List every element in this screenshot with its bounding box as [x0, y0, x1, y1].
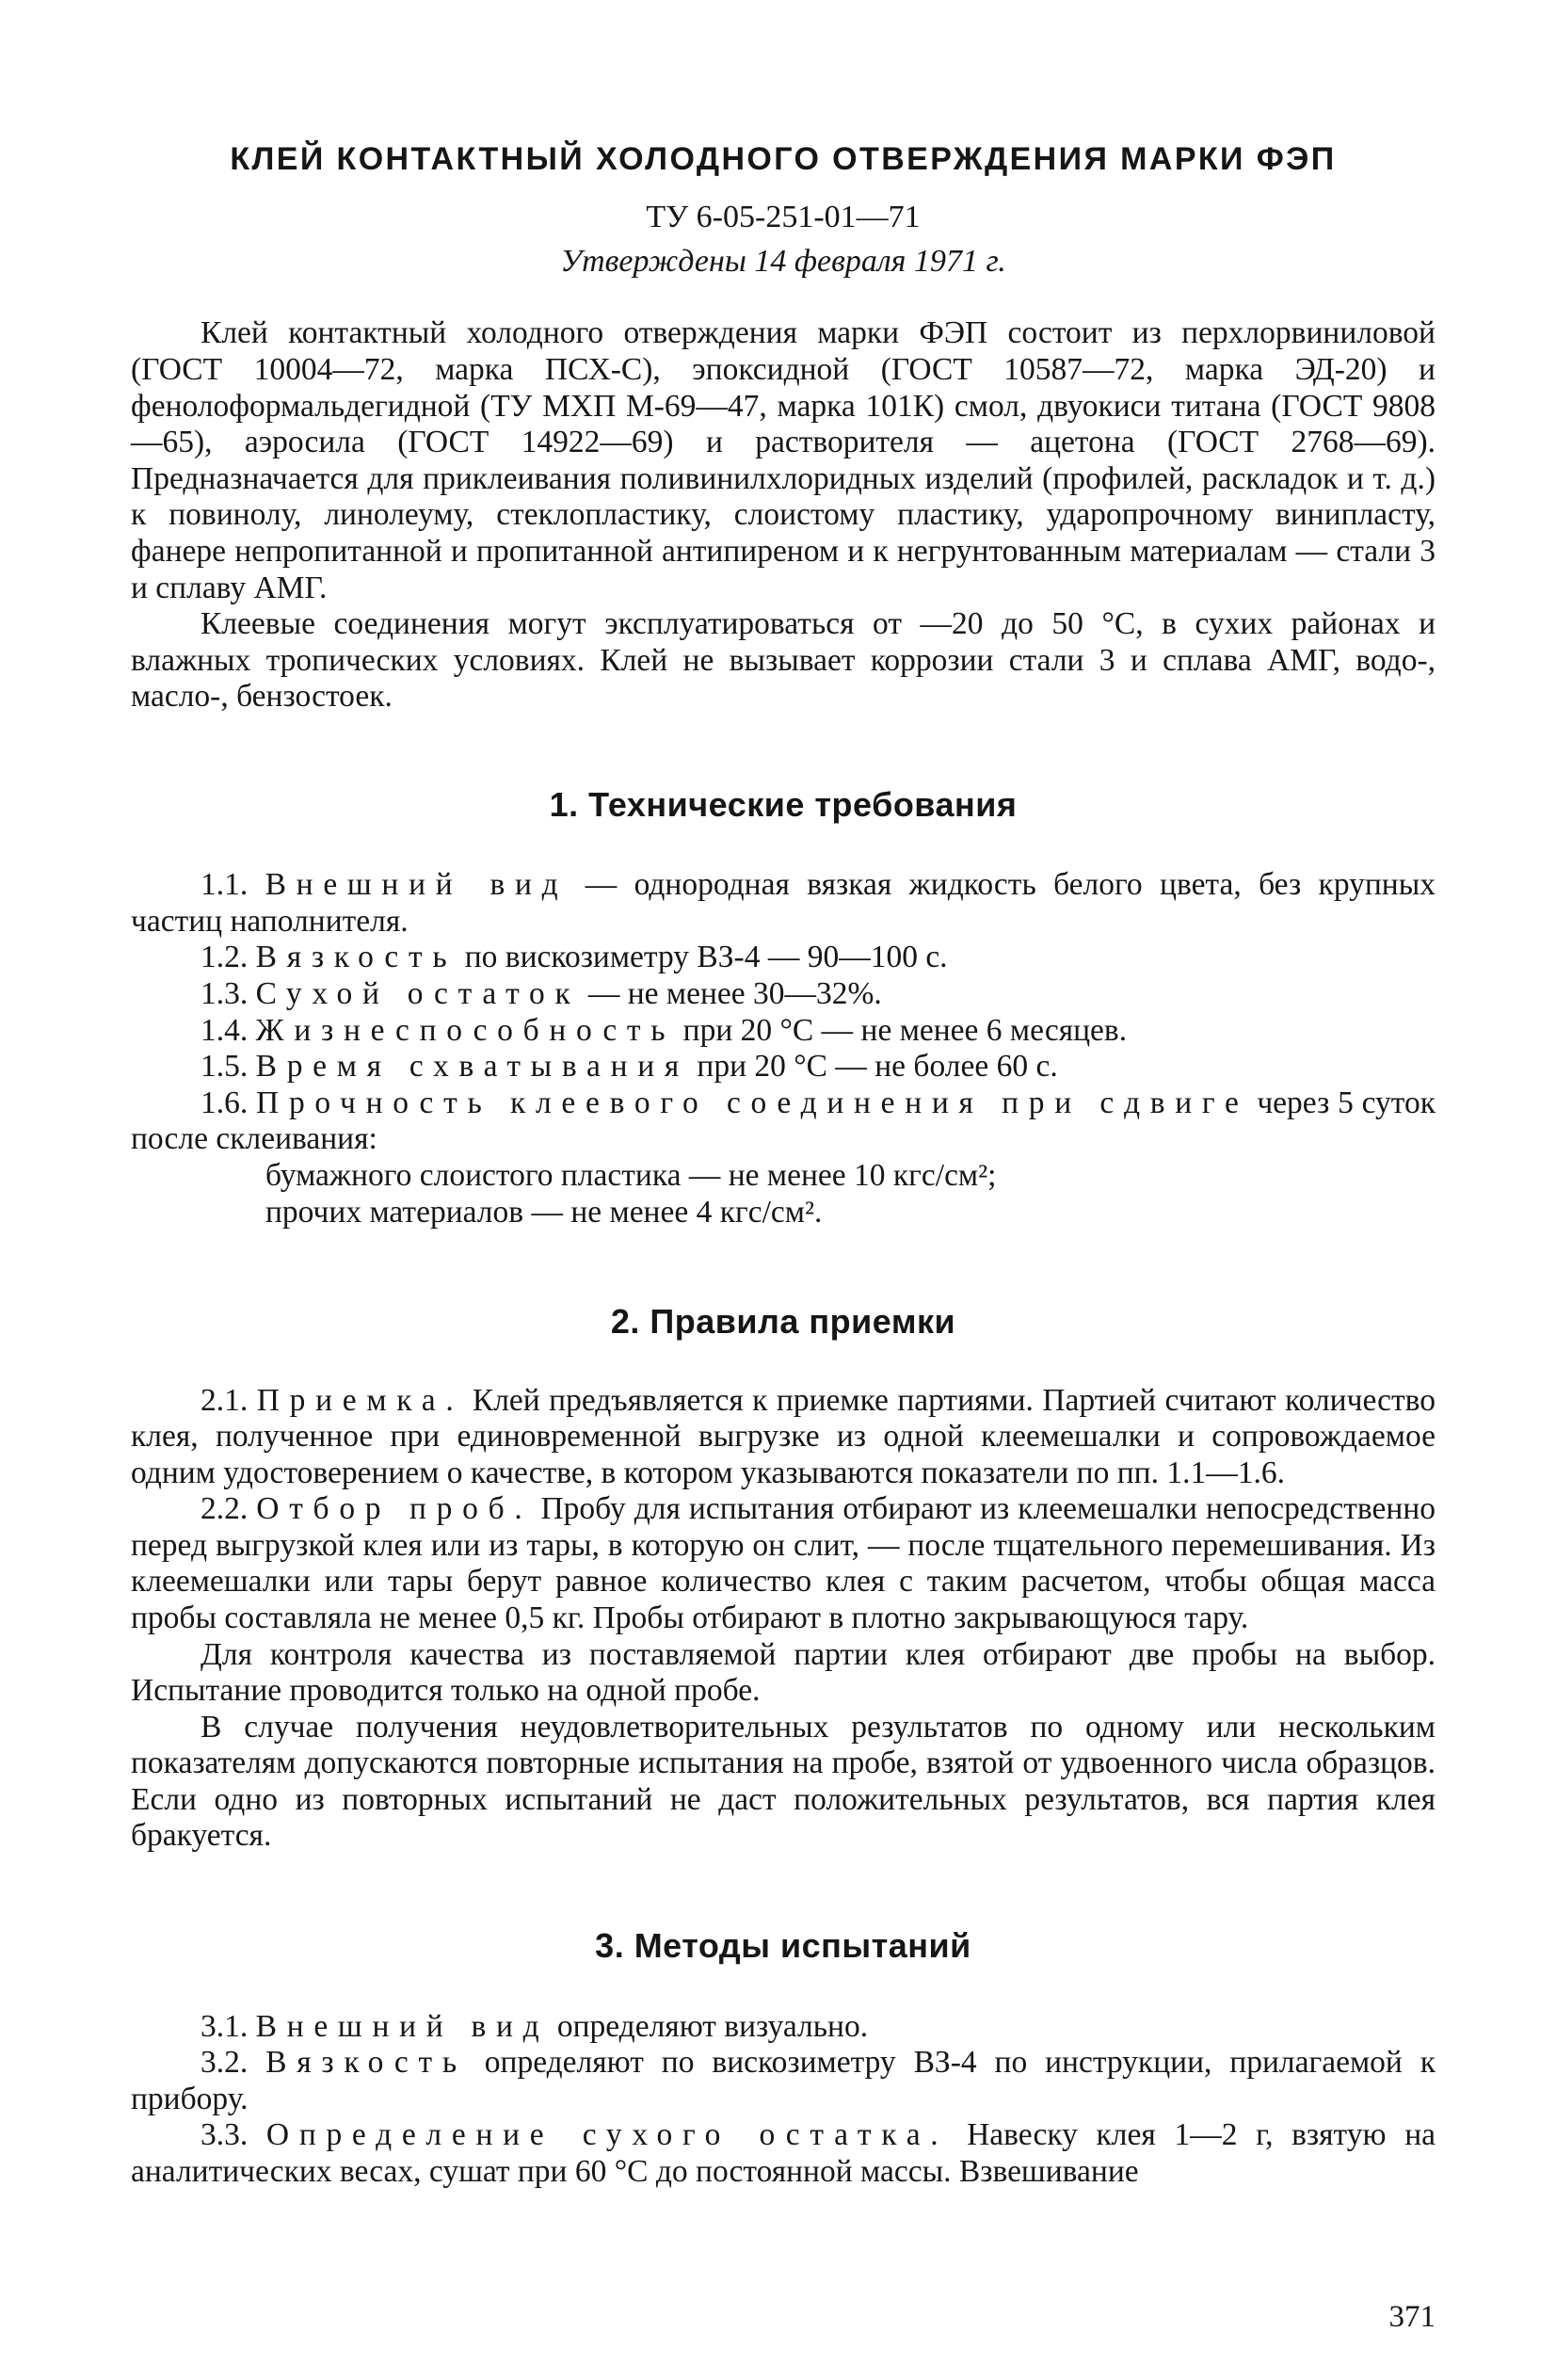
clause-number: 3.1. [201, 2008, 249, 2044]
clause-term: Сухой остаток [255, 976, 581, 1012]
clause-term: Определение сухого остатка. [265, 2117, 949, 2153]
clause-term: Вязкость [265, 2045, 467, 2081]
clause-term: Жизнеспособность [255, 1012, 676, 1048]
acceptance-paragraph: В случае получения неудовлетворительных результатов по одному или нескольким показателям допускаются повторные испытания на пробе, взятой от удвоенного числа образцов. Если одно из повторных испытаний не даст положительных результатов, вся партия клея бракуется. [131, 1709, 1436, 1854]
clause-1-2 [131, 940, 1436, 976]
document-code: ТУ 6-05-251-01—71 [646, 200, 921, 235]
clause-text: определяют по вискозиметру ВЗ-4 по инструкции, прилагаемой к прибору. [131, 2045, 1436, 2116]
clause-number: 1.5. [201, 1049, 249, 1085]
strength-sub-item: бумажного слоистого пластика — не менее 10 кгс/см²; [265, 1157, 997, 1193]
clause-number: 1.2. [201, 940, 249, 975]
clause-number: 1.1. [201, 867, 249, 903]
document-page [131, 141, 1436, 2335]
page-number: 371 [1388, 2299, 1436, 2334]
clause-text: при 20 °С — не более 60 с. [689, 1049, 1058, 1085]
clause-number: 2.1. [201, 1382, 249, 1418]
clause-term: Отбор проб. [256, 1491, 533, 1527]
intro-paragraph: Клеевые соединения могут эксплуатироваться от —20 до 50 °С, в сухих районах и влажных тропических условиях. Клей не вызывает коррозии стали 3 и сплава АМГ, водо-, масло-, бензостоек. [131, 606, 1436, 715]
clause-1-1 [131, 867, 1436, 940]
clause-number: 2.2. [201, 1491, 249, 1527]
clause-text: — однородная вязкая жидкость белого цвета, без крупных частиц наполнителя. [131, 867, 1436, 939]
clause-3-3 [131, 2117, 1436, 2190]
acceptance-paragraph: Для контроля качества из поставляемой партии клея отбирают две пробы на выбор. Испытание проводится только на одной пробе. [131, 1636, 1436, 1709]
clause-text: Навеску клея 1—2 г, взятую на аналитических весах, сушат при 60 °С до постоянной массы. Взвешивание [131, 2117, 1436, 2189]
clause-term: Время схватывания [255, 1049, 690, 1085]
section-heading-acceptance-rules: 2. Правила приемки [610, 1302, 956, 1342]
clause-1-5 [131, 1049, 1436, 1085]
intro-paragraph: Клей контактный холодного отверждения марки ФЭП состоит из перхлорвиниловой (ГОСТ 10004—72, марка ПСХ-С), эпоксидной (ГОСТ 10587—72, марка ЭД-20) и фенолоформальдегидной (ТУ МХП М-69—47, марка 101К) смол, двуокиси титана (ГОСТ 9808—65), аэросила (ГОСТ 14922—69) и растворителя — ацетона (ГОСТ 2768—69). Предназначается для приклеивания поливинилхлоридных изделий (профилей, раскладок и т. д.) к повинолу, линолеуму, стеклопластику, слоистому пластику, ударопрочному винипласту, фанере непропитанной и пропитанной антипиреном и к негрунтованным материалам — стали 3 и сплаву АМГ. [131, 315, 1436, 605]
clause-number: 3.2. [201, 2045, 249, 2081]
clause-1-3 [131, 976, 1436, 1013]
section-heading-technical-requirements: 1. Технические требования [549, 784, 1018, 824]
clause-term: Прочность клеевого соединения при сдвиге [256, 1085, 1249, 1120]
clause-text: — не менее 30—32%. [580, 976, 882, 1012]
clause-text: через 5 суток после склеивания: [131, 1085, 1436, 1157]
approval-date: Утверждены 14 февраля 1971 г. [560, 244, 1006, 280]
clause-number: 1.4. [201, 1012, 249, 1048]
clause-number: 3.3. [201, 2117, 249, 2153]
clause-term: Внешний вид [265, 867, 569, 903]
clause-number: 1.3. [201, 976, 249, 1012]
document-title: КЛЕЙ КОНТАКТНЫЙ ХОЛОДНОГО ОТВЕРЖДЕНИЯ МАРКИ ФЭП [230, 141, 1337, 177]
clause-text: определяют визуально. [549, 2008, 869, 2044]
clause-2-1 [131, 1383, 1436, 1492]
clause-text: Клей предъявляется к приемке партиями. Партией считают количество клея, полученное при единовременной выгрузке из одной клеемешалки и сопровождаемое одним удостоверением о качестве, в котором указываются показатели по пп. 1.1—1.6. [131, 1382, 1436, 1490]
clause-text: Пробу для испытания отбирают из клеемешалки непосредственно перед выгрузкой клея или из тары, в которую он слит, — после тщательного перемешивания. Из клеемешалки или тары берут равное количество клея с таким расчетом, чтобы общая масса пробы составляла не менее 0,5 кг. Пробы отбирают в плотно закрывающуюся тару. [131, 1491, 1436, 1636]
clause-1-4 [131, 1013, 1436, 1050]
clause-1-6 [131, 1085, 1436, 1158]
clause-term: Вязкость [255, 940, 457, 975]
clause-text: по вискозиметру ВЗ-4 — 90—100 с. [457, 940, 948, 975]
clause-3-1 [131, 2009, 1436, 2046]
strength-sub-item: прочих материалов — не менее 4 кгс/см². [265, 1194, 823, 1230]
clause-3-2 [131, 2045, 1436, 2117]
clause-term: Приемка. [256, 1382, 464, 1418]
clause-term: Внешний вид [255, 2008, 550, 2044]
clause-2-2 [131, 1491, 1436, 1636]
section-heading-test-methods: 3. Методы испытаний [595, 1926, 971, 1966]
clause-number: 1.6. [201, 1085, 249, 1120]
clause-text: при 20 °С — не менее 6 месяцев. [675, 1012, 1128, 1048]
